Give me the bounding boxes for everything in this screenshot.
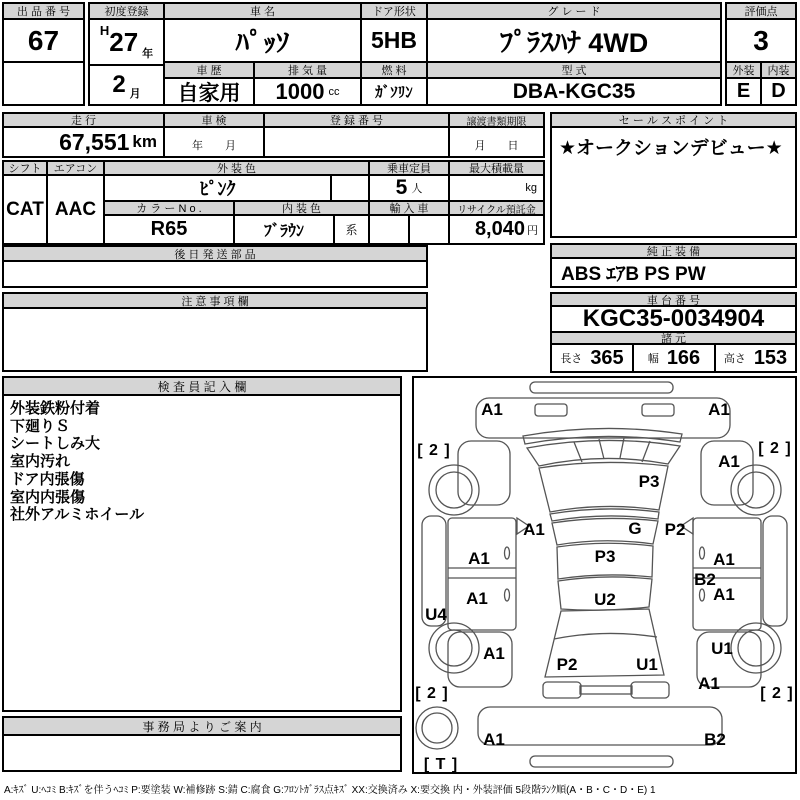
- interior-color-value: ﾌﾞﾗｳﾝ: [233, 214, 335, 245]
- inspection-label: 車 検: [163, 112, 265, 128]
- damage-hood: P3: [638, 472, 660, 491]
- damage-front-right-door: A1: [713, 550, 735, 569]
- mileage-value: 67,551: [59, 128, 130, 155]
- import-car-label: 輸 入 車: [368, 200, 450, 216]
- displacement-unit: cc: [328, 85, 340, 98]
- aircon-value: AAC: [46, 174, 105, 245]
- first-registration-year: 27: [109, 26, 139, 57]
- damage-rear-right-door: A1: [713, 585, 735, 604]
- color-no-label: カ ラ ー N o .: [103, 200, 235, 216]
- recycle-deposit-label: リサイクル預託金: [448, 200, 545, 216]
- score-value: 3: [725, 18, 797, 63]
- car-name-label: 車 名: [163, 2, 362, 20]
- damage-left-cowl: A1: [523, 520, 545, 539]
- damage-spare-tire-bracket: [ T ]: [423, 756, 459, 773]
- chassis-no-label: 車 台 番 号: [550, 292, 797, 307]
- fuel-value: ｶﾞｿﾘﾝ: [360, 77, 428, 106]
- car-outline-drawing: [414, 378, 795, 772]
- grade-value: ﾌﾟﾗｽﾊﾅ 4WD: [426, 18, 722, 63]
- exterior-color-extra-cell: [330, 174, 370, 202]
- model-code-value: DBA-KGC35: [426, 77, 722, 106]
- inspector-note-line: 外装鉄粉付着: [10, 400, 101, 417]
- shift-label: シフト: [2, 160, 48, 176]
- model-code-label: 型 式: [426, 61, 722, 79]
- spec-height-label: 高さ: [723, 353, 746, 365]
- damage-rear-bumper-left: A1: [483, 730, 505, 749]
- inspector-note-line: ドア内張傷: [10, 470, 85, 488]
- auction-no-label: 出 品 番 号: [2, 2, 85, 20]
- shift-value: CAT: [2, 174, 48, 245]
- inspector-note-line: 室内汚れ: [10, 453, 71, 471]
- sales-point-label: セ ー ル ス ポ イ ン ト: [550, 112, 797, 128]
- score-label: 評価点: [725, 2, 797, 20]
- recycle-deposit-unit: 円: [527, 224, 538, 237]
- exterior-grade-label: 外装: [725, 61, 762, 79]
- spec-length-label: 長さ: [560, 353, 583, 365]
- inspector-notes-body: [2, 394, 402, 712]
- damage-front-right-fender: A1: [718, 452, 740, 471]
- inspector-note-line: 下廻りＳ: [10, 417, 71, 435]
- damage-rear-roof: U2: [594, 590, 616, 609]
- import-car-cell-1: [368, 214, 410, 245]
- damage-rear-right-lower: A1: [698, 674, 720, 693]
- office-notice-label: 事 務 局 よ り ご 案 内: [2, 716, 402, 736]
- damage-left-sill: U4: [425, 605, 447, 624]
- oem-equipment-value: ABS ｴｱB PS PW: [550, 257, 797, 288]
- damage-front-bumper-right: A1: [708, 400, 730, 419]
- office-notice-body: [2, 734, 402, 772]
- interior-grade-label: 内装: [760, 61, 797, 79]
- oem-equipment-label: 純 正 装 備: [550, 243, 797, 259]
- car-name-value: ﾊﾟｯｿ: [163, 18, 362, 63]
- history-value: 自家用: [163, 77, 255, 106]
- damage-rear-right-quarter: U1: [711, 639, 733, 658]
- damage-hatch-right: U1: [636, 655, 658, 674]
- damage-windshield-glass: G: [628, 519, 642, 538]
- registration-no-label: 登 録 番 号: [263, 112, 450, 128]
- auction-no-value: 67: [2, 18, 85, 63]
- transfer-deadline-value: 月 日: [448, 126, 545, 158]
- later-parts-label: 後 日 発 送 部 品: [2, 245, 428, 262]
- sales-point-value: ★オークションデビュー★: [550, 126, 797, 238]
- exterior-color-value: ﾋﾟﾝｸ: [103, 174, 332, 202]
- first-registration-era: H: [99, 23, 110, 38]
- mileage-unit: km: [132, 132, 157, 151]
- damage-hatch-left: P2: [556, 655, 578, 674]
- interior-grade-value: D: [760, 77, 797, 106]
- max-load-unit: kg: [448, 174, 545, 202]
- auction-no-extra-cell: [2, 61, 85, 106]
- damage-front-bumper-left: A1: [481, 400, 503, 419]
- fuel-label: 燃 料: [360, 61, 428, 79]
- spec-length-value: 365: [590, 346, 624, 369]
- color-no-value: R65: [103, 214, 235, 245]
- damage-front-right-tire-bracket: [ 2 ]: [758, 440, 792, 457]
- damage-roof: P3: [594, 547, 616, 566]
- first-registration-month: 2: [112, 71, 126, 98]
- first-registration-year-unit: 年: [142, 48, 154, 60]
- mileage-label: 走 行: [2, 112, 165, 128]
- transfer-deadline-label: 譲渡書類期限: [448, 112, 545, 128]
- door-shape-value: 5HB: [360, 18, 428, 63]
- damage-right-cowl: P2: [664, 520, 686, 539]
- inspector-notes-label: 検 査 員 記 入 欄: [2, 376, 402, 396]
- displacement-label: 排 気 量: [253, 61, 362, 79]
- damage-front-left-tire-bracket: [ 2 ]: [417, 442, 451, 459]
- inspector-note-line: 社外アルミホイール: [10, 506, 145, 524]
- spec-width-value: 166: [666, 346, 701, 369]
- capacity-label: 乗車定員: [368, 160, 450, 176]
- specs-label: 諸 元: [550, 331, 797, 345]
- damage-rear-right-tire-bracket: [ 2 ]: [760, 685, 794, 702]
- damage-right-side-mid: B2: [694, 570, 716, 589]
- door-shape-label: ドア形状: [360, 2, 428, 20]
- caution-box-body: [2, 307, 428, 372]
- caution-box-label: 注 意 事 項 欄: [2, 292, 428, 309]
- exterior-grade-value: E: [725, 77, 762, 106]
- interior-color-suffix: 系: [333, 214, 370, 245]
- max-load-label: 最大積載量: [448, 160, 545, 176]
- spec-height-value: 153: [753, 346, 788, 369]
- exterior-color-label: 外 装 色: [103, 160, 370, 176]
- chassis-no-value: KGC35-0034904: [550, 305, 797, 333]
- damage-front-left-door: A1: [468, 549, 490, 568]
- damage-rear-left-door: A1: [466, 589, 488, 608]
- capacity-unit: 人: [411, 183, 423, 195]
- damage-rear-left-tire-bracket: [ 2 ]: [415, 685, 449, 702]
- capacity-value: 5: [395, 176, 408, 199]
- interior-color-label: 内 装 色: [233, 200, 370, 216]
- import-car-cell-2: [408, 214, 450, 245]
- displacement-value: 1000: [275, 78, 325, 104]
- inspector-note-line: シートしみ大: [10, 435, 101, 453]
- aircon-label: エアコン: [46, 160, 105, 176]
- spec-width-label: 幅: [647, 353, 659, 365]
- damage-rear-left-quarter: A1: [483, 644, 505, 663]
- history-label: 車 歴: [163, 61, 255, 79]
- car-damage-diagram: [412, 376, 797, 774]
- inspection-value: 年 月: [163, 126, 265, 158]
- first-registration-label: 初度登録: [88, 2, 165, 20]
- damage-code-legend: A:ｷｽﾞ U:ﾍｺﾐ B:ｷｽﾞを伴うﾍｺﾐ P:要塗装 W:補修跡 S:錆 C:腐食 G:ﾌﾛﾝﾄｶﾞﾗｽ点ｷｽﾞ XX:交換済み X:要交換 内・外装評価 5段階ﾗﾝｸ順(A・B・C・D・E) 1: [4, 785, 656, 796]
- later-parts-body: [2, 260, 428, 288]
- first-registration-month-unit: 月: [129, 88, 141, 100]
- damage-rear-bumper-right: B2: [704, 730, 726, 749]
- registration-no-value: [263, 126, 450, 158]
- grade-label: グ レ ー ド: [426, 2, 722, 20]
- inspector-note-line: 室内内張傷: [10, 488, 86, 506]
- recycle-deposit-value: 8,040: [474, 218, 525, 240]
